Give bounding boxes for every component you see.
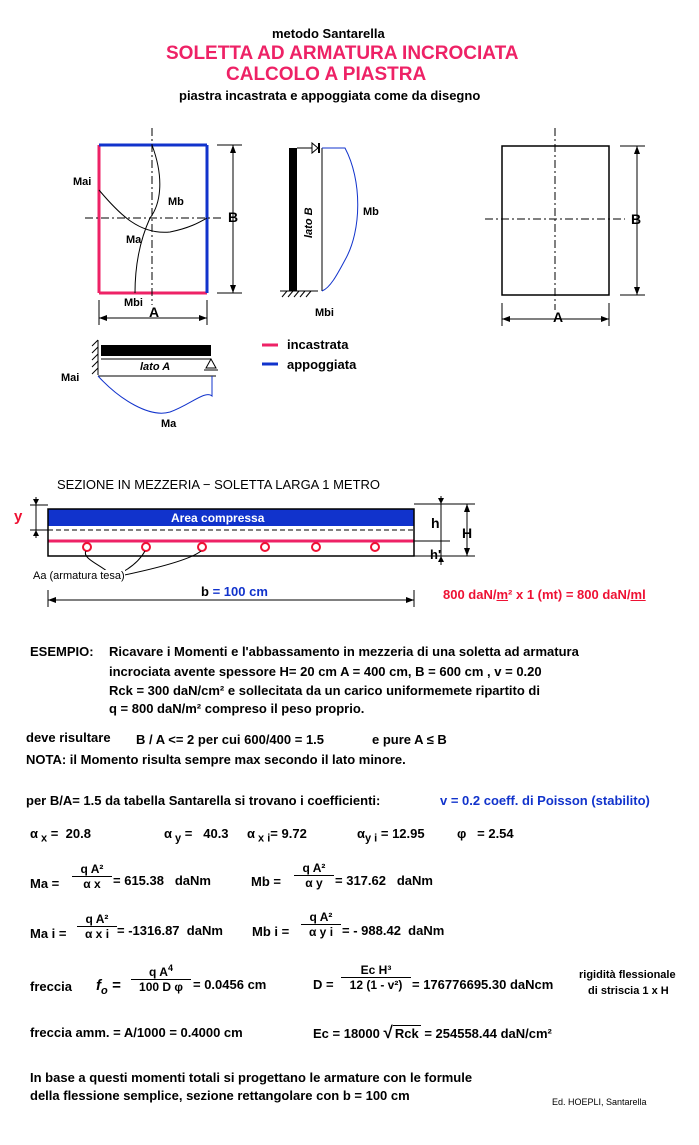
alpha-x: α $_x$ = 20.8 [30, 826, 91, 845]
phi: φ = 2.54 [457, 826, 514, 841]
d-value: = 176776695.30 daNcm [412, 977, 554, 992]
coeff-intro: per B/A= 1.5 da tabella Santarella si trovano i coefficienti: [26, 793, 381, 808]
label-ma-1: Ma [126, 234, 142, 246]
epure-check: e pure A ≤ B [372, 732, 447, 747]
mai-fraction: $\frac{\text{q A²}}{\text{α x i}}$ [77, 912, 117, 941]
mbi-fraction: $\frac{\text{q A²}}{\text{α y i}}$ [301, 910, 341, 939]
label-b-width: b = 100 cm [201, 584, 272, 599]
example-line-3: Rck = 300 daN/cm² e sollecitata da un carico uniformemete ripartito di [109, 683, 540, 698]
nota-text: NOTA: il Momento risulta sempre max secondo il lato minore. [26, 752, 406, 767]
label-ma-2: Ma [161, 418, 177, 430]
fo-label: $f_o$ = [96, 977, 121, 997]
page-subtitle: CALCOLO A PIASTRA [226, 64, 427, 85]
example-line-4: q = 800 daN/m² compreso il peso proprio. [109, 701, 365, 716]
label-mb-1: Mb [168, 196, 184, 208]
label-mai-1: Mai [73, 176, 92, 188]
freccia-fraction: $\frac{q A^4}{\text{100 D φ}}$ [131, 963, 191, 994]
label-h: h [431, 515, 440, 531]
label-h-prime: h' [430, 547, 442, 562]
page-title: SOLETTA AD ARMATURA INCROCIATA [166, 43, 519, 64]
plate-diagram-2 [485, 128, 645, 326]
freccia-amm: freccia amm. = A/1000 = 0.4000 cm [30, 1025, 243, 1040]
example-line-2: incrociata avente spessore H= 20 cm A = 400 cm, B = 600 cm , v = 0.20 [109, 664, 542, 679]
label-lato-b: lato B [303, 207, 315, 238]
deve-risultare: deve risultare [26, 730, 111, 745]
label-lato-a: lato A [140, 361, 171, 373]
mb-fraction: $\frac{\text{q A²}}{\text{α y}}$ [294, 861, 334, 890]
mbi-value: = - 988.42 daNm [342, 923, 445, 938]
rigidita-line-1: rigidità flessionale [579, 969, 676, 981]
method-label: metodo Santarella [272, 26, 385, 41]
mai-value: = -1316.87 daNm [117, 923, 223, 938]
alpha-xi: α $_{x i}$= 9.72 [247, 826, 307, 845]
ratio-check: B / A <= 2 per cui 600/400 = 1.5 [136, 732, 325, 747]
label-aa: Aa (armatura tesa) [33, 570, 125, 582]
legend-incastrata: incastrata [287, 337, 349, 352]
label-a-1: A [149, 304, 160, 320]
freccia-label: freccia [30, 979, 72, 994]
header-description: piastra incastrata e appoggiata come da disegno [179, 88, 481, 103]
label-H: H [462, 525, 473, 541]
alpha-y: α $_y$ = 40.3 [164, 826, 229, 845]
d-label: D = [313, 977, 334, 992]
load-text: 800 daN/m² x 1 (mt) = 800 daN/ml [443, 587, 646, 602]
poisson-note: v = 0.2 coeff. di Poisson (stabilito) [440, 793, 650, 808]
footer-line-2: della flessione semplice, sezione rettangolare con b = 100 cm [30, 1088, 410, 1103]
ma-fraction: $\frac{\text{q A²}}{\text{α x}}$ [72, 862, 112, 891]
freccia-value: = 0.0456 cm [193, 977, 267, 992]
credit: Ed. HOEPLI, Santarella [552, 1097, 647, 1107]
side-b-diagram [280, 143, 358, 297]
label-a-2: A [553, 309, 564, 325]
label-b-1: B [228, 209, 239, 225]
ma-value: = 615.38 daNm [113, 873, 211, 888]
rigidita-line-2: di striscia 1 x H [588, 985, 669, 997]
label-mbi-2: Mbi [315, 307, 334, 319]
d-fraction: $\frac{\text{Ec H³}}{\text{12 (1 - v²)}}$ [341, 963, 411, 992]
example-label: ESEMPIO: [30, 644, 94, 659]
legend-appoggiata: appoggiata [287, 357, 357, 372]
area-compressa-label: Area compressa [171, 511, 265, 525]
ec-label: Ec = 18000 √ Rck = 254558.44 daN/cm² [313, 1023, 552, 1042]
label-y: y [14, 508, 23, 525]
mbi-label: Mb i = [252, 924, 290, 939]
ma-label: Ma = [30, 876, 60, 891]
label-mb-2: Mb [363, 206, 379, 218]
plate-diagram-1 [85, 128, 242, 325]
section-title: SEZIONE IN MEZZERIA − SOLETTA LARGA 1 METRO [57, 477, 381, 492]
mb-label: Mb = [251, 874, 281, 889]
label-mbi-1: Mbi [124, 297, 143, 309]
mai-label: Ma i = [30, 926, 67, 941]
mb-value: = 317.62 daNm [335, 873, 433, 888]
footer-line-1: In base a questi momenti totali si progettano le armature con le formule [30, 1070, 473, 1085]
label-b-2: B [631, 211, 642, 227]
label-mai-2: Mai [61, 372, 80, 384]
example-line-1: Ricavare i Momenti e l'abbassamento in mezzeria di una soletta ad armatura [109, 644, 579, 659]
side-a-diagram [92, 340, 218, 413]
alpha-yi: $\alpha_{y i} = 12.95$ [357, 826, 425, 845]
